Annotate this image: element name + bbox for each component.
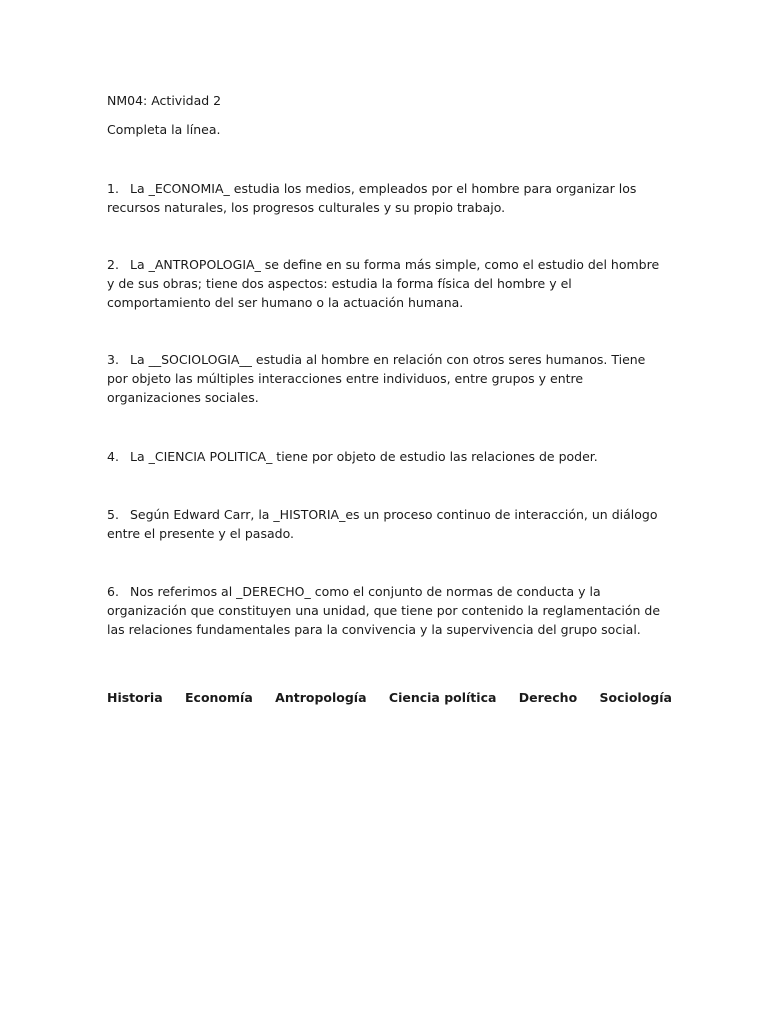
question-number: 2. [107,257,119,272]
question-text: Nos referimos al _DERECHO_ como el conjunto de normas de conducta y la organización que constituyen una unidad, que tiene por contenido la reglamentación de las relaciones fundamentales para la convivencia y la supervivencia del grupo social. [107,584,661,637]
question-number: 5. [107,507,119,522]
word-bank-item: Ciencia política [388,690,497,705]
word-bank-item: Economía [185,690,253,705]
document-body [107,91,667,639]
question-item [107,179,667,217]
word-bank-item: Sociología [599,690,672,705]
question-item [107,255,667,312]
question-number: 1. [107,181,119,196]
question-item [107,582,667,639]
question-item [107,505,667,543]
question-text: La __SOCIOLOGIA__ estudia al hombre en relación con otros seres humanos. Tiene por objeto las múltiples interacciones entre individuos, entre grupos y entre organizaciones sociales. [107,352,646,405]
word-bank-item: Historia [107,690,163,705]
question-number: 3. [107,352,119,367]
word-bank-item: Derecho [518,690,578,705]
question-text: La _ANTROPOLOGIA_ se define en su forma más simple, como el estudio del hombre y de sus obras; tiene dos aspectos: estudia la forma física del hombre y el comportamiento del ser humano o la actuación humana. [107,257,660,310]
word-bank [107,688,690,707]
question-text: Según Edward Carr, la _HISTORIA_es un proceso continuo de interacción, un diálogo entre el presente y el pasado. [107,507,658,541]
word-bank-item: Antropología [275,690,367,705]
document-title: NM04: Actividad 2 [107,93,222,108]
question-text: La _CIENCIA POLITICA_ tiene por objeto de estudio las relaciones de poder. [130,449,598,464]
question-text: La _ECONOMIA_ estudia los medios, empleados por el hombre para organizar los recursos naturales, los progresos culturales y su propio trabajo. [107,181,637,215]
question-item [107,447,667,466]
instruction-text: Completa la línea. [107,122,221,137]
question-number: 6. [107,584,119,599]
question-number: 4. [107,449,119,464]
question-list [107,179,667,639]
question-item [107,350,667,407]
